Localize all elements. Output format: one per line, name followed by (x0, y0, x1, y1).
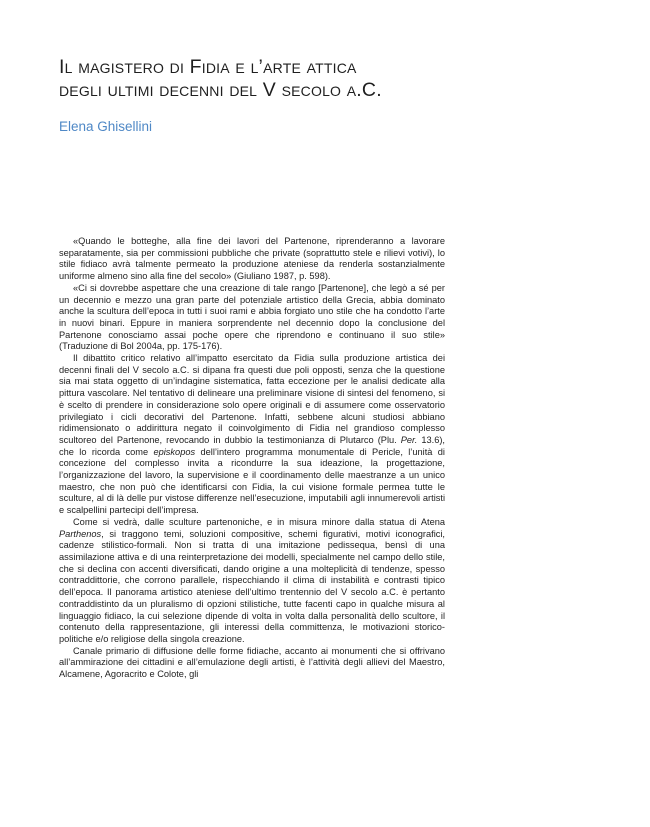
title-line-1: Il magistero di Fidia e l’arte attica (59, 56, 357, 78)
author-name: Elena Ghisellini (59, 119, 153, 134)
text-run: , si traggono temi, soluzioni compositive, schemi figurativi, motivi iconografici, cadenze stilistico-formali. Non si tratta di una imitazione pedissequa, bensì di una assimilazione attiva e di una reinterpretazione dei modelli, specialmente nel campo dello stile, che si declina con accenti diversificati, dando origine a una molteplicità di tendenze, spesso contraddittorie, che corrono parallele, rispecchiando il clima di instabilità e contrasti tipico dell’epoca. Il panorama artistico ateniese dell’ultimo trentennio del V secolo a.C. è pertanto contraddistinto da un pluralismo di opzioni stilistiche, tutte facenti capo in qualche misura al linguaggio fidiaco, la cui selezione dipende di volta in volta dalla personalità dello scultore, il contenuto della rappresentazione, gli interessi della committenza, le motivazioni storico-politiche e/o religiose della singola creazione. (59, 528, 445, 644)
paragraph-quote-bol: «Ci si dovrebbe aspettare che una creazione di tale rango [Partenone], che legò a sé per un decennio e mezzo una gran parte del potenziale artistico della Grecia, abbia dominato anche la scultura dell’epoca in tutti i suoi rami e abbia forgiato uno stile che ha condotto l’arte in nuovi binari. Eppure in maniera sorprendente nel decennio dopo la conclusione del Partenone conosciamo assai poche opere che riprendono e continuano il suo stile» (Traduzione di Bol 2004a, pp. 175-176). (59, 282, 445, 352)
text-run: 13.6), che lo ricorda come (59, 434, 445, 457)
text-run: dell’intero programma monumentale di Pericle, l’unità di concezione del complesso invita a ricondurre la sua ideazione, la progettazione, l’organizzazione del lavoro, la supervisione e il coordinamento delle maestranze a un unico maestro, che non può che identificarsi con Fidia, la cui visione formale permea tutte le sculture, al di là delle pur vistose differenze nell’esecuzione, imputabili agli innumerevoli artisti e scalpellini partecipi dell’impresa. (59, 446, 445, 516)
italic-run: Per. (400, 434, 418, 445)
italic-run: episkopos (153, 446, 196, 457)
title-line-2: degli ultimi decenni del V secolo a.C. (59, 79, 382, 101)
article-title (59, 56, 499, 102)
text-run: Come si vedrà, dalle sculture partenoniche, e in misura minore dalla statua di Atena (73, 516, 445, 527)
paragraph-parthenon-themes (59, 517, 445, 646)
paragraph-quote-giuliano: «Quando le botteghe, alla fine dei lavori del Partenone, riprenderanno a lavorare separatamente, sia per commissioni pubbliche che private (soprattutto stele e rilievi votivi), lo stile fidiaco avrà talmente permeato la produzione ateniese da renderla sostanzialmente uniforme almeno sino alla fine del secolo» (Giuliano 1987, p. 598). (59, 236, 445, 282)
paragraph-diffusion: Canale primario di diffusione delle forme fidiache, accanto ai monumenti che si offrivano all’ammirazione dei cittadini e all’emulazione degli artisti, è l’attività degli allievi del Maestro, Alcamene, Agoracrito e Colote, gli (59, 645, 445, 680)
text-run: Il dibattito critico relativo all’impatto esercitato da Fidia sulla produzione artistica dei decenni finali del V secolo a.C. si dipana fra questi due poli opposti, senza che la questione sia mai stata oggetto di un’indagine sistematica, fatta eccezione per le analisi dedicate alla pittura vascolare. Nel tentativo di delineare una preliminare visione di sintesi del fenomeno, si è scelto di prendere in considerazione solo opere originali e di assumere come osservatorio privilegiato i cicli decorativi del Partenone. Infatti, sebbene alcuni studiosi abbiano ridimensionato o addirittura negato il coinvolgimento di Fidia nel grandioso complesso scultoreo del Partenone, revocando in dubbio la testimonianza di Plutarco (Plu. (59, 353, 445, 445)
italic-run: Parthenos (59, 528, 102, 539)
paragraph-critical-debate (59, 353, 445, 517)
body-text (59, 236, 445, 681)
